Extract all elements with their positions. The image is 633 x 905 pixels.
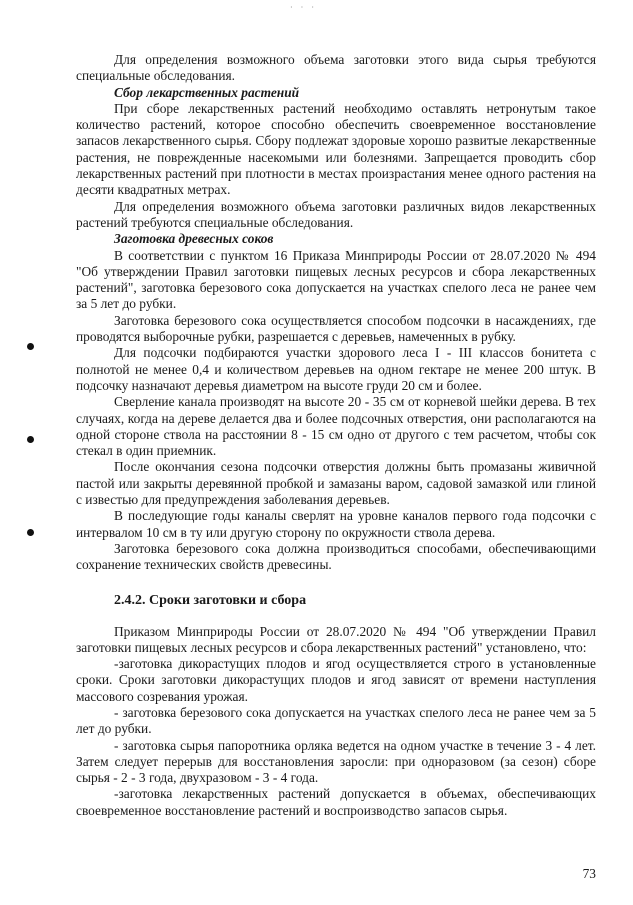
subheading-medicinal-plants: Сбор лекарственных растений	[114, 84, 300, 100]
paragraph: После окончания сезона подсочки отверстия должны быть промазаны живичной пастой или закрыты деревянной пробкой и замазаны варом, садовой замазкой или глиной с известью для предупреждения заболевания деревьев.	[76, 459, 596, 508]
paragraph: При сборе лекарственных растений необходимо оставлять нетронутым такое количество растений, которое способно обеспечить своевременное восстановление запасов лекарственного сырья. Сбору подлежат здоровые хорошо развитые лекарственные растения, не поврежденные насекомыми или болезнями. Запрещается проводить сбор лекарственных растений при плотности в местах произрастания менее одного растения на десяти квадратных метрах.	[76, 100, 596, 198]
paragraph: В последующие годы каналы сверлят на уровне каналов первого года подсочки с интервалом 10 см в ту или другую сторону по окружности ствола дерева.	[76, 508, 596, 540]
document-page	[76, 52, 596, 819]
list-item: - заготовка сырья папоротника орляка ведется на одном участке в течение 3 - 4 лет. Затем следует перерыв для восстановления заросли: при одноразовом (за сезон) сборе сырья - 2 - 3 года, двухразовом - 3 - 4 года.	[76, 737, 596, 786]
paragraph: Для подсочки подбираются участки здорового леса I - III классов бонитета с полнотой не менее 0,4 и количеством деревьев на одном гектаре не менее 200 штук. В подсочку назначают деревья диаметром на высоте груди 20 см и более.	[76, 345, 596, 393]
punch-hole-mark	[27, 529, 34, 536]
paragraph: Заготовка березового сока должна производиться способами, обеспечивающими сохранение технических свойств древесины.	[76, 540, 596, 573]
paragraph: Приказом Минприроды России от 28.07.2020 № 494 "Об утверждении Правил заготовки пищевых лесных ресурсов и сбора лекарственных растений" установлено, что:	[76, 623, 596, 655]
section-heading: 2.4.2. Сроки заготовки и сбора	[114, 592, 307, 608]
paragraph: Для определения возможного объема заготовки различных видов лекарственных растений требуются специальные обследования.	[76, 198, 596, 230]
list-item: -заготовка дикорастущих плодов и ягод осуществляется строго в установленные сроки. Сроки заготовки дикорастущих плодов и ягод зависят от времени наступления массового созревания урожая.	[76, 656, 596, 704]
paragraph: Для определения возможного объема заготовки этого вида сырья требуются специальные обследования.	[76, 52, 596, 84]
punch-hole-mark	[27, 436, 34, 443]
paragraph: Сверление канала производят на высоте 20 - 35 см от корневой шейки дерева. В тех случаях, когда на дереве делается два и более подсочных отверстия, они располагаются на одной стороне ствола на расстоянии 8 - 15 см одно от другого с тем расчетом, чтобы сок стекал в один приемник.	[76, 394, 596, 459]
paragraph: Заготовка березового сока осуществляется способом подсочки в насаждениях, где проводятся выборочные рубки, разрешается с деревьев, намеченных в рубку.	[76, 312, 596, 345]
list-item: -заготовка лекарственных растений допускается в объемах, обеспечивающих своевременное восстановление растений и воспроизводство запасов сырья.	[76, 786, 596, 818]
paragraph: В соответствии с пунктом 16 Приказа Минприроды России от 28.07.2020 № 494 "Об утверждении Правил заготовки пищевых лесных ресурсов и сбора лекарственных растений", заготовка березового сока допускается на участках спелого леса не ранее чем за 5 лет до рубки.	[76, 247, 596, 312]
list-item: - заготовка березового сока допускается на участках спелого леса не ранее чем за 5 лет до рубки.	[76, 704, 596, 737]
punch-hole-mark	[27, 343, 34, 350]
subheading-tree-saps: Заготовка древесных соков	[114, 231, 274, 247]
scan-artifact: · · ·	[290, 3, 317, 12]
page-number: 73	[582, 866, 596, 881]
